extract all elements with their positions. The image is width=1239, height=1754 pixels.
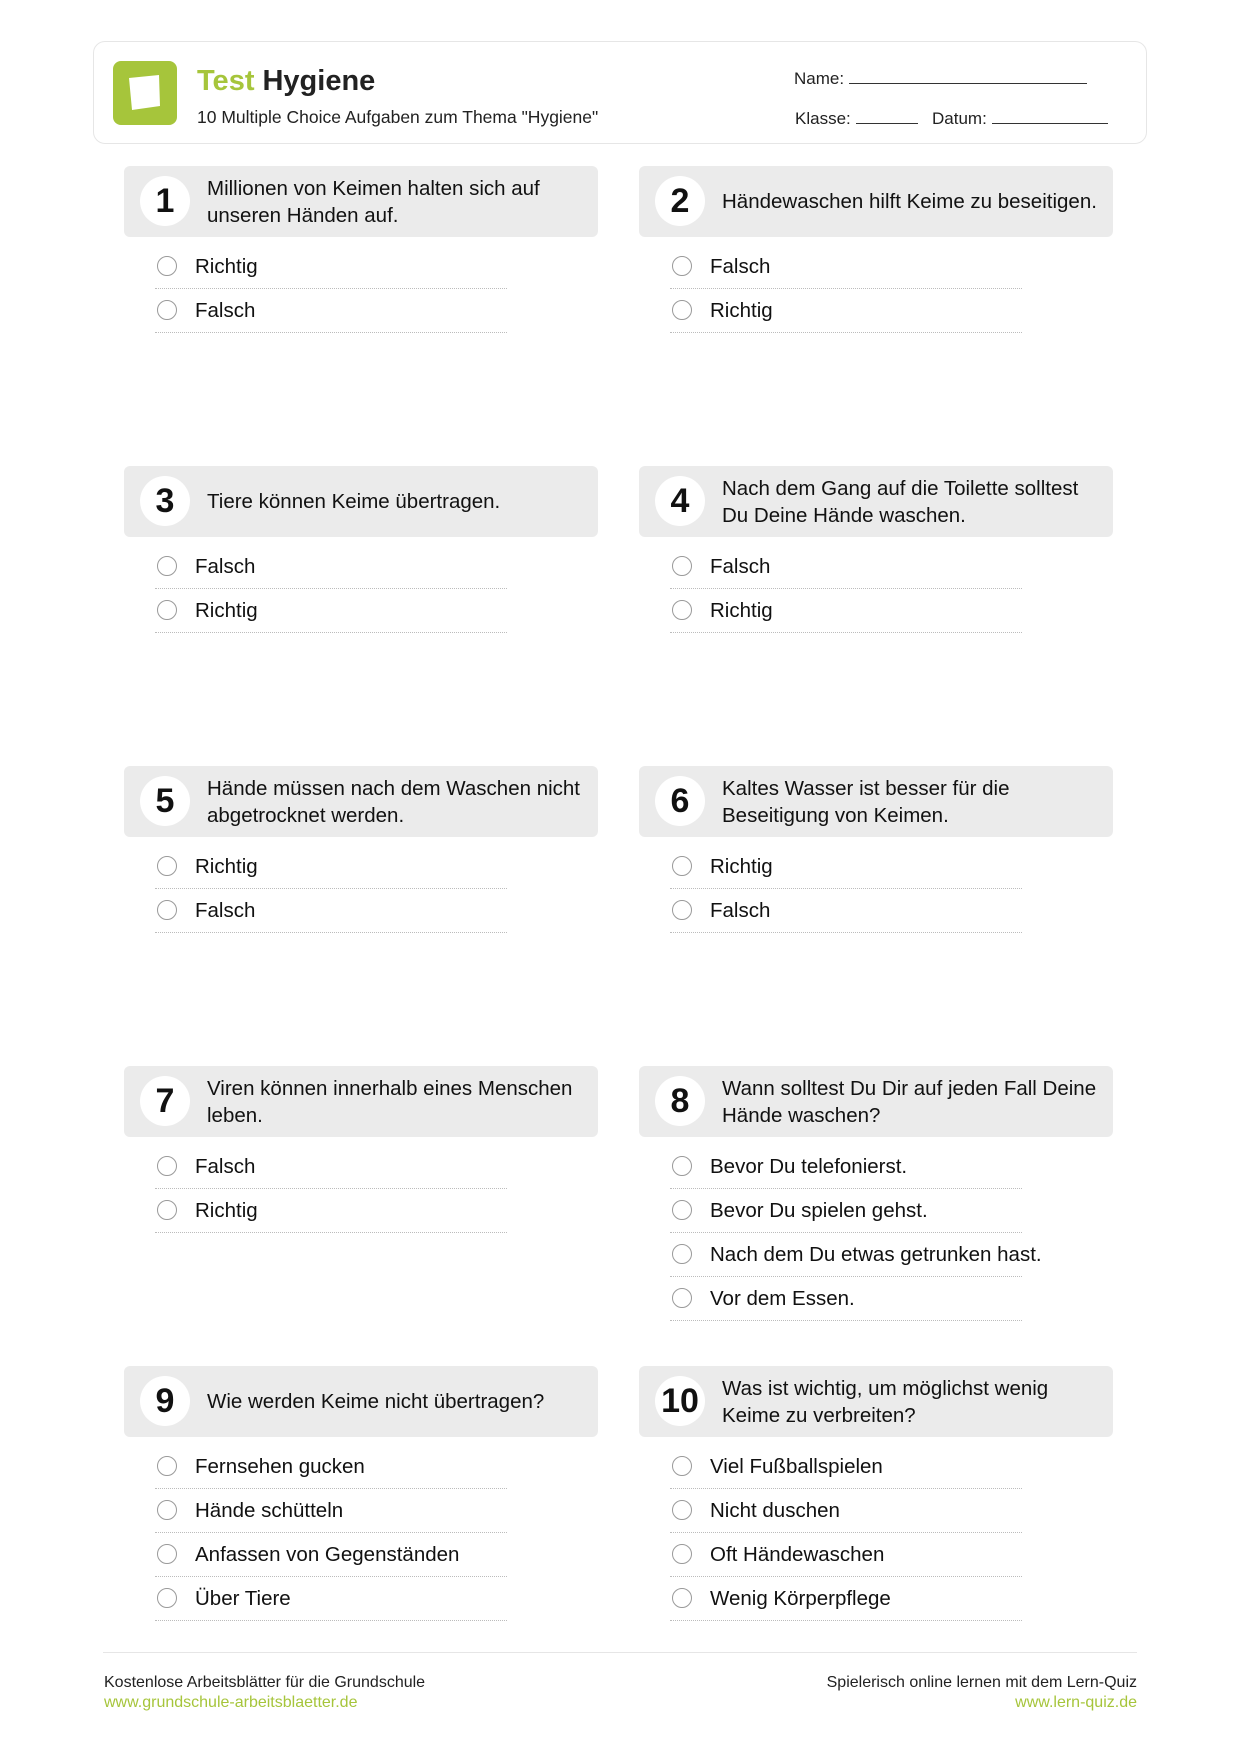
radio-button-icon[interactable] xyxy=(672,1200,692,1220)
logo-icon xyxy=(113,61,177,125)
answer-option[interactable] xyxy=(670,1189,1022,1233)
answer-option[interactable] xyxy=(670,245,1022,289)
radio-button-icon[interactable] xyxy=(672,1156,692,1176)
radio-button-icon[interactable] xyxy=(672,600,692,620)
answer-option-label: Vor dem Essen. xyxy=(710,1287,855,1310)
question-header xyxy=(124,1366,598,1437)
footer-left-link[interactable]: www.grundschule-arbeitsblaetter.de xyxy=(104,1694,358,1711)
radio-button-icon[interactable] xyxy=(157,1588,177,1608)
page-subtitle: 10 Multiple Choice Aufgaben zum Thema "Hygiene" xyxy=(197,107,599,127)
answer-option[interactable] xyxy=(670,1489,1022,1533)
radio-button-icon[interactable] xyxy=(157,600,177,620)
radio-button-icon[interactable] xyxy=(672,1588,692,1608)
question-text: Händewaschen hilft Keime zu beseitigen. xyxy=(722,190,1097,213)
answer-option-label: Richtig xyxy=(195,1199,258,1222)
answer-option-label: Falsch xyxy=(195,899,256,922)
radio-button-icon[interactable] xyxy=(672,1456,692,1476)
question-header xyxy=(124,766,598,837)
radio-button-icon[interactable] xyxy=(672,256,692,276)
answer-option-label: Bevor Du telefonierst. xyxy=(710,1155,908,1178)
answer-option-label: Richtig xyxy=(710,855,773,878)
radio-button-icon[interactable] xyxy=(672,1288,692,1308)
radio-button-icon[interactable] xyxy=(672,300,692,320)
question-number: 3 xyxy=(140,476,190,526)
answer-option-label: Falsch xyxy=(195,299,256,322)
answer-option-label: Oft Händewaschen xyxy=(710,1543,885,1566)
radio-button-icon[interactable] xyxy=(157,1156,177,1176)
answer-option[interactable] xyxy=(155,845,507,889)
question-text: Was ist wichtig, um möglichst wenig Keime zu verbreiten? xyxy=(722,1376,1049,1427)
answer-option[interactable] xyxy=(155,889,507,933)
radio-button-icon[interactable] xyxy=(157,300,177,320)
radio-button-icon[interactable] xyxy=(157,1200,177,1220)
answer-option[interactable] xyxy=(670,1445,1022,1489)
radio-button-icon[interactable] xyxy=(672,1244,692,1264)
answer-option[interactable] xyxy=(670,889,1022,933)
answer-option-label: Bevor Du spielen gehst. xyxy=(710,1199,928,1222)
question-number: 10 xyxy=(655,1376,705,1426)
question-number: 8 xyxy=(655,1076,705,1126)
question-text: Tiere können Keime übertragen. xyxy=(207,490,501,513)
name-blank xyxy=(849,83,1087,84)
answer-option[interactable] xyxy=(670,589,1022,633)
answer-option[interactable] xyxy=(155,1145,507,1189)
answer-option[interactable] xyxy=(670,1233,1042,1277)
title-prefix: Test xyxy=(197,65,255,97)
answer-option[interactable] xyxy=(155,1489,507,1533)
answer-option[interactable] xyxy=(670,1577,1022,1621)
question-text: Millionen von Keimen halten sich auf unseren Händen auf. xyxy=(207,176,540,227)
class-blank xyxy=(856,123,918,124)
radio-button-icon[interactable] xyxy=(157,256,177,276)
footer-right-text: Spielerisch online lernen mit dem Lern-Quiz xyxy=(826,1674,1137,1691)
name-label: Name: xyxy=(794,69,845,88)
answer-option[interactable] xyxy=(670,1145,1022,1189)
answer-option[interactable] xyxy=(155,1189,507,1233)
answer-option[interactable] xyxy=(155,245,507,289)
question-text: Hände müssen nach dem Waschen nicht abgetrocknet werden. xyxy=(207,776,580,827)
answer-option[interactable] xyxy=(670,289,1022,333)
radio-button-icon[interactable] xyxy=(157,900,177,920)
answer-option-label: Falsch xyxy=(710,899,771,922)
radio-button-icon[interactable] xyxy=(157,1456,177,1476)
class-field[interactable] xyxy=(795,109,918,129)
radio-button-icon[interactable] xyxy=(672,1544,692,1564)
radio-button-icon[interactable] xyxy=(672,1500,692,1520)
question-number: 1 xyxy=(140,176,190,226)
question-header xyxy=(639,766,1113,837)
answer-option-label: Richtig xyxy=(710,299,773,322)
answer-option-label: Falsch xyxy=(710,555,771,578)
answer-option-label: Fernsehen gucken xyxy=(195,1455,365,1478)
answer-option-label: Nach dem Du etwas getrunken hast. xyxy=(710,1243,1042,1266)
footer-left-text: Kostenlose Arbeitsblätter für die Grundschule xyxy=(104,1674,426,1691)
radio-button-icon[interactable] xyxy=(157,556,177,576)
question-header xyxy=(124,1066,598,1137)
answer-option-label: Richtig xyxy=(710,599,773,622)
footer-right-link[interactable]: www.lern-quiz.de xyxy=(1015,1694,1137,1711)
question-number: 2 xyxy=(655,176,705,226)
footer-divider xyxy=(103,1652,1137,1653)
answer-option-label: Nicht duschen xyxy=(710,1499,840,1522)
answer-option[interactable] xyxy=(155,1533,507,1577)
name-field[interactable] xyxy=(794,69,1087,89)
question-text: Wann solltest Du Dir auf jeden Fall Deine Hände waschen? xyxy=(722,1076,1097,1127)
answer-option-label: Richtig xyxy=(195,855,258,878)
question-text: Wie werden Keime nicht übertragen? xyxy=(207,1390,545,1413)
answer-option-label: Wenig Körperpflege xyxy=(710,1587,891,1610)
question-header xyxy=(639,166,1113,237)
question-header xyxy=(639,1066,1113,1137)
question-header xyxy=(639,466,1113,537)
answer-option[interactable] xyxy=(155,289,507,333)
question-number: 7 xyxy=(140,1076,190,1126)
answer-option[interactable] xyxy=(155,1577,507,1621)
radio-button-icon[interactable] xyxy=(157,856,177,876)
answer-option-label: Falsch xyxy=(195,555,256,578)
date-field[interactable] xyxy=(932,109,1108,129)
radio-button-icon[interactable] xyxy=(672,556,692,576)
answer-option[interactable] xyxy=(670,1277,1022,1321)
question-header xyxy=(124,466,598,537)
answer-option-label: Falsch xyxy=(710,255,771,278)
answer-option[interactable] xyxy=(670,545,1022,589)
radio-button-icon[interactable] xyxy=(157,1500,177,1520)
answer-option-label: Viel Fußballspielen xyxy=(710,1455,883,1478)
answer-option-label: Hände schütteln xyxy=(195,1499,344,1522)
question-header xyxy=(639,1366,1113,1437)
page-title xyxy=(197,65,375,98)
answer-option-label: Anfassen von Gegenständen xyxy=(195,1543,460,1566)
class-label: Klasse: xyxy=(795,109,851,128)
date-label: Datum: xyxy=(932,109,987,128)
question-text: Kaltes Wasser ist besser für die Beseitigung von Keimen. xyxy=(722,776,1010,827)
question-number: 9 xyxy=(140,1376,190,1426)
question-number: 5 xyxy=(140,776,190,826)
answer-option-label: Richtig xyxy=(195,255,258,278)
radio-button-icon[interactable] xyxy=(672,856,692,876)
answer-option[interactable] xyxy=(670,1533,1022,1577)
question-number: 4 xyxy=(655,476,705,526)
answer-option-label: Falsch xyxy=(195,1155,256,1178)
answer-option[interactable] xyxy=(155,545,507,589)
answer-option[interactable] xyxy=(155,1445,507,1489)
title-topic: Hygiene xyxy=(262,65,376,97)
question-text: Nach dem Gang auf die Toilette solltest Du Deine Hände waschen. xyxy=(722,476,1079,527)
answer-option-label: Richtig xyxy=(195,599,258,622)
date-blank xyxy=(992,123,1108,124)
question-text: Viren können innerhalb eines Menschen leben. xyxy=(207,1076,573,1127)
radio-button-icon[interactable] xyxy=(157,1544,177,1564)
question-number: 6 xyxy=(655,776,705,826)
radio-button-icon[interactable] xyxy=(672,900,692,920)
answer-option-label: Über Tiere xyxy=(195,1587,291,1610)
question-header xyxy=(124,166,598,237)
worksheet-header xyxy=(93,41,1147,144)
answer-option[interactable] xyxy=(670,845,1022,889)
answer-option[interactable] xyxy=(155,589,507,633)
